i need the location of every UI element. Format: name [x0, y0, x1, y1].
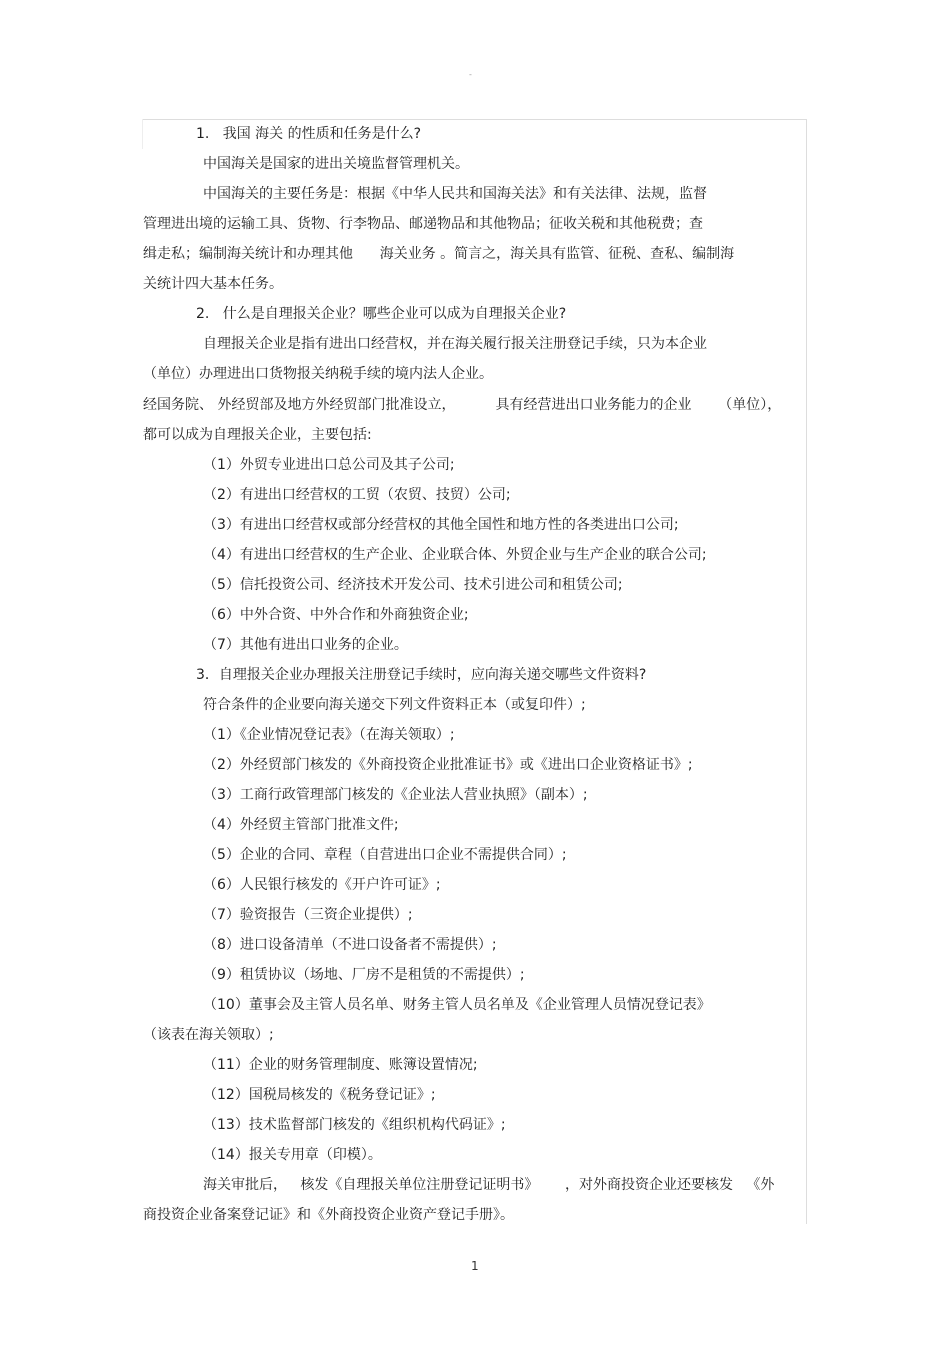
- list-item: （4）有进出口经营权的生产企业、企业联合体、外贸企业与生产企业的联合公司;: [203, 547, 707, 563]
- list-item: （11）企业的财务管理制度、账簿设置情况;: [203, 1057, 478, 1073]
- question-3-heading: 3．自理报关企业办理报关注册登记手续时，应向海关递交哪些文件资料?: [196, 667, 647, 683]
- list-item: （7）其他有进出口业务的企业。: [203, 637, 408, 653]
- closing-paragraph-line-1: 海关审批后， 核发《自理报关单位注册登记证明书》 ，对外商投资企业还要核发 《外: [203, 1177, 775, 1193]
- list-item: （1）外贸专业进出口总公司及其子公司;: [203, 457, 455, 473]
- answer-1-line-4: 缉走私；编制海关统计和办理其他 海关业务 。简言之，海关具有监管、征税、查私、编制海: [143, 246, 735, 262]
- answer-1-line-3: 管理进出境的运输工具、货物、行李物品、邮递物品和其他物品；征收关税和其他税费；查: [143, 216, 703, 232]
- frame-right-border: [806, 119, 807, 1224]
- list-item: （1）《企业情况登记表》（在海关领取）;: [203, 727, 455, 743]
- list-item: （2）外经贸部门核发的《外商投资企业批准证书》或《进出口企业资格证书》;: [203, 757, 693, 773]
- list-item: （6）人民银行核发的《开户许可证》;: [203, 877, 441, 893]
- question-2-heading: 2. 什么是自理报关企业？哪些企业可以成为自理报关企业?: [196, 306, 567, 322]
- list-item-continuation: （该表在海关领取）;: [143, 1027, 274, 1043]
- question-1-heading: 1. 我国 海关 的性质和任务是什么?: [196, 126, 422, 142]
- list-item: （12）国税局核发的《税务登记证》;: [203, 1087, 436, 1103]
- list-item: （9）租赁协议（场地、厂房不是租赁的不需提供）;: [203, 967, 525, 983]
- list-item: （3）工商行政管理部门核发的《企业法人营业执照》（副本）;: [203, 787, 588, 803]
- answer-1-line-2: 中国海关的主要任务是：根据《中华人民共和国海关法》和有关法律、法规，监督: [203, 186, 707, 202]
- answer-1-line-5: 关统计四大基本任务。: [143, 276, 283, 292]
- list-item: （4）外经贸主管部门批准文件;: [203, 817, 399, 833]
- list-item: （8）进口设备清单（不进口设备者不需提供）;: [203, 937, 497, 953]
- answer-2-line-1: 自理报关企业是指有进出口经营权，并在海关履行报关注册登记手续，只为本企业: [203, 336, 707, 352]
- list-item: （3）有进出口经营权或部分经营权的其他全国性和地方性的各类进出口公司;: [203, 517, 679, 533]
- header-mark: -: [469, 70, 472, 79]
- list-item: （5）信托投资公司、经济技术开发公司、技术引进公司和租赁公司;: [203, 577, 623, 593]
- answer-3-intro: 符合条件的企业要向海关递交下列文件资料正本（或复印件）;: [203, 697, 586, 713]
- frame-left-border: [142, 119, 143, 149]
- answer-2-line-4: 都可以成为自理报关企业，主要包括:: [143, 427, 372, 443]
- list-item: （2）有进出口经营权的工贸（农贸、技贸）公司;: [203, 487, 511, 503]
- list-item: （13）技术监督部门核发的《组织机构代码证》;: [203, 1117, 506, 1133]
- list-item: （14）报关专用章（印模）。: [203, 1147, 382, 1163]
- page-number: 1: [471, 1259, 479, 1273]
- frame-top-border: [142, 119, 807, 120]
- list-item: （6）中外合资、中外合作和外商独资企业;: [203, 607, 469, 623]
- list-item: （10）董事会及主管人员名单、财务主管人员名单及《企业管理人员情况登记表》: [203, 997, 711, 1013]
- answer-2-line-2: （单位）办理进出口货物报关纳税手续的境内法人企业。: [143, 366, 493, 382]
- answer-1-line-1: 中国海关是国家的进出关境监督管理机关。: [203, 156, 469, 172]
- list-item: （5）企业的合同、章程（自营进出口企业不需提供合同）;: [203, 847, 567, 863]
- answer-2-line-3: 经国务院、 外经贸部及地方外经贸部门批准设立， 具有经营进出口业务能力的企业 （单位），: [143, 397, 782, 413]
- closing-paragraph-line-2: 商投资企业备案登记证》和《外商投资企业资产登记手册》。: [143, 1207, 514, 1223]
- list-item: （7）验资报告（三资企业提供）;: [203, 907, 413, 923]
